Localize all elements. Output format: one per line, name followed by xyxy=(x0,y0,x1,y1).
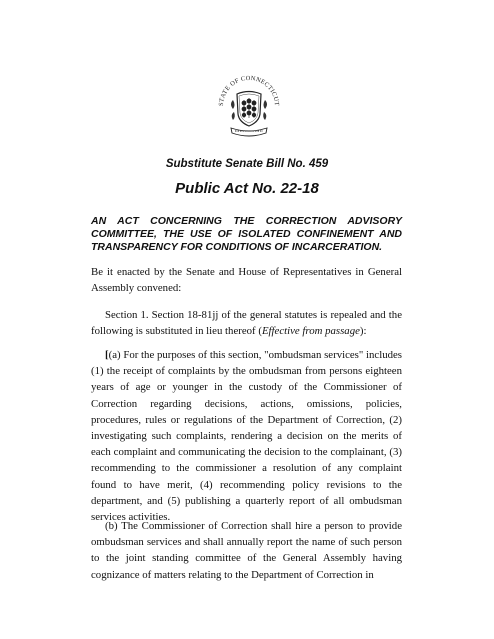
act-title: AN ACT CONCERNING THE CORRECTION ADVISORY COMMITTEE, THE USE OF ISOLATED CONFINEMENT AND TRANSPARENCY FOR CONDITIONS OF INCARCERATION. xyxy=(91,215,402,253)
subsection-b: (b) The Commissioner of Correction shall hire a person to provide ombudsman services and shall annually report the name of such person to the joint standing committee of the General Assembly having cognizance of matters relating to the Department of Correction in xyxy=(91,520,402,581)
deletion-bracket: [ xyxy=(105,349,109,361)
effective-date: Effective from passage xyxy=(261,325,360,338)
state-seal-icon xyxy=(213,70,285,142)
section-1-intro xyxy=(91,307,402,339)
subsection-a-text: (a) For the purposes of this section, "ombudsman services" includes (1) the receipt of complaints by the ombudsman from persons eighteen years of age or younger in the custody of the Commissioner of Correction regarding decisions, actions, omissions, policies, procedures, rules or regulations of the Department of Correction, (2) investigating such complaints, rendering a decision on the merits of each complaint and communicating the decision to the complainant, (3) recommending to the commissioner a resolution of any complaint found to have merit, (4) recommending policy revisions to the department, and (5) publishing a quarterly report of all ombudsman services activities. xyxy=(91,349,402,524)
section-1-tail: ): xyxy=(359,325,367,338)
public-act-number: Public Act No. 22-18 xyxy=(175,180,319,197)
bill-number: Substitute Senate Bill No. 459 xyxy=(165,158,329,170)
section-1-lead: Section 1. Section 18-81jj of the general statutes is repealed and the following is substituted in lieu thereof ( xyxy=(91,309,402,338)
subsection-a xyxy=(91,347,402,525)
enacting-clause: Be it enacted by the Senate and House of Representatives in General Assembly convened: xyxy=(91,266,402,295)
seal-ring-text: STATE OF CONNECTICUT xyxy=(217,74,281,107)
